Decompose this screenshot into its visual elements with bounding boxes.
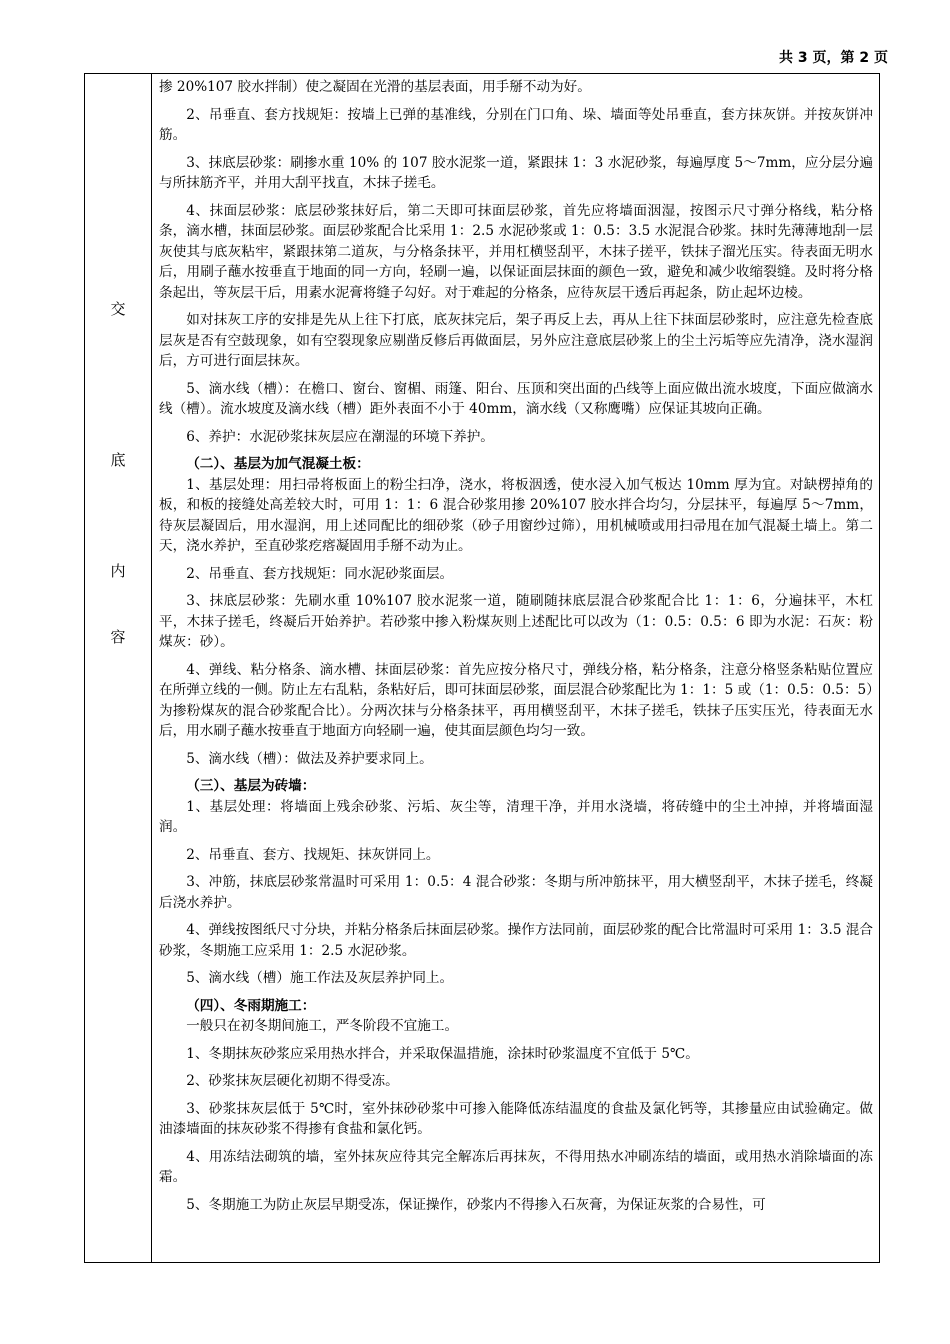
body-paragraph: 4、抹面层砂浆：底层砂浆抹好后，第二天即可抹面层砂浆，首先应将墙面洇湿，按图示尺寸弹分格线，粘分格条，滴水槽，抹面层砂浆。面层砂浆配合比采用 1：2.5 水泥砂浆或 1：0.5：3.5 水泥混合砂浆。抹时先薄薄地刮一层灰使其与底灰粘牢，紧跟抹第二道灰，与分格条抹平，并用杠横竖刮平，木抹子搓平，铁抹子溜光压实。待表面无明水后，用刷子蘸水按垂直于地面的同一方向，轻刷一遍，以保证面层抹面的颜色一致，避免和减少收缩裂缝。及时将分格条起出，等灰层干后，用素水泥膏将缝子勾好。对于难起的分格条，应待灰层干透后再起条，防止起坏边棱。 [159, 202, 873, 301]
body-paragraph: 一般只在初冬期间施工，严冬阶段不宜施工。 [186, 1018, 459, 1034]
body-paragraph: 3、抹底层砂浆：先刷水重 10%107 胶水泥浆一道，随刷随抹底层混合砂浆配合比 1：1：6，分遍抹平，木杠平，木抹子搓毛，终凝后开始养护。若砂浆中掺入粉煤灰则上述配比可以改为（1：0.5：0.5：6 即为水泥：石灰：粉煤灰：砂）。 [159, 593, 873, 650]
body-paragraph: 5、冬期施工为防止灰层早期受冻，保证操作，砂浆内不得掺入石灰膏，为保证灰浆的合易性，可 [186, 1196, 766, 1213]
body-paragraph: 2、吊垂直、套方找规矩：同水泥砂浆面层。 [186, 565, 454, 582]
body-paragraph: 5、滴水线（槽）：在檐口、窗台、窗楣、雨篷、阳台、压顶和突出面的凸线等上面应做出流水坡度，下面应做滴水线（槽）。流水坡度及滴水线（槽）距外表面不小于 40mm，滴水线（又称鹰嘴）应保证其坡向正确。 [159, 380, 873, 417]
side-label-char: 交 [110, 300, 126, 318]
body-paragraph: 4、弹线、粘分格条、滴水槽、抹面层砂浆：首先应按分格尺寸，弹线分格，粘分格条，注意分格竖条粘贴位置应在所弹立线的一侧。防止左右乱粘，条粘好后，即可抹面层砂浆，面层混合砂浆配比为 1：1：5 或（1：0.5：0.5：5）为掺粉煤灰的混合砂浆配合比）。分两次抹与分格条抹平，再用横竖刮平，木抹子搓毛，铁抹子压实压光，待表面无水后，用水刷子蘸水按垂直于地面方向轻刷一遍，使其面层颜色均匀一致。 [159, 661, 873, 739]
side-label-char: 底 [110, 451, 126, 469]
body-paragraph: 5、滴水线（槽）：做法及养护要求同上。 [186, 750, 433, 767]
section-heading: （四）、冬雨期施工： [186, 997, 316, 1014]
body-paragraph: 2、砂浆抹灰层硬化初期不得受冻。 [186, 1073, 399, 1089]
body-paragraph: 掺 20%107 胶水拌制）使之凝固在光滑的基层表面，用手掰不动为好。 [159, 79, 591, 95]
side-label-char: 容 [110, 628, 126, 646]
body-paragraph: 3、砂浆抹灰层低于 5℃时，室外抹砂砂浆中可掺入能降低冻结温度的食盐及氯化钙等，其掺量应由试验确定。做油漆墙面的抹灰砂浆不得掺有食盐和氯化钙。 [159, 1100, 873, 1137]
side-label-char: 内 [110, 562, 126, 580]
body-paragraph: 1、基层处理：将墙面上残余砂浆、污垢、灰尘等，清理干净，并用水浇墙，将砖缝中的尘土冲掉，并将墙面湿润。 [159, 798, 873, 835]
body-paragraph: 2、吊垂直、套方、找规矩、抹灰饼同上。 [186, 846, 440, 863]
body-paragraph: 6、养护：水泥砂浆抹灰层应在潮湿的环境下养护。 [186, 428, 494, 445]
page-number-info: 共 3 页，第 2 页 [779, 50, 888, 66]
body-paragraph: 4、弹线按图纸尺寸分块，并粘分格条后抹面层砂浆。操作方法同前，面层砂浆的配合比常温时可采用 1：3.5 混合砂浆，冬期施工应采用 1：2.5 水泥砂浆。 [159, 922, 873, 959]
body-paragraph: 3、抹底层砂浆：刷掺水重 10% 的 107 胶水泥浆一道，紧跟抹 1：3 水泥砂浆，每遍厚度 5～7mm，应分层分遍与所抹筋齐平，并用大刮平找直，木抹子搓毛。 [159, 154, 873, 191]
body-paragraph: 4、用冻结法砌筑的墙，室外抹灰应待其完全解冻后再抹灰，不得用热水冲刷冻结的墙面，或用热水消除墙面的冻霜。 [159, 1148, 873, 1185]
body-paragraph: 2、吊垂直、套方找规矩：按墙上已弹的基准线，分别在门口角、垛、墙面等处吊垂直，套方抹灰饼。并按灰饼冲筋。 [159, 106, 873, 143]
side-label-column [85, 74, 152, 1262]
content-body [151, 74, 879, 1262]
section-heading: （二）、基层为加气混凝土板： [186, 456, 370, 472]
body-paragraph: 1、冬期抹灰砂浆应采用热水拌合，并采取保温措施，涂抹时砂浆温度不宜低于 5℃。 [186, 1045, 699, 1062]
body-paragraph: 1、基层处理：用扫帚将板面上的粉尘扫净，浇水，将板洇透，使水浸入加气板达 10mm 厚为宜。对缺楞掉角的板，和板的接缝处高差较大时，可用 1：1：6 混合砂浆用掺 20%107 胶水拌合均匀，分层抹平，每遍厚 5～7mm，待灰层凝固后，用水湿润，用上述同配比的细砂浆（砂子用窗纱过筛），用机械喷或用扫帚甩在加气混凝土墙上。第二天，浇水养护，至直砂浆疙瘩凝固用手掰不动为止。 [159, 476, 873, 554]
section-heading: （三）、基层为砖墙： [186, 778, 316, 794]
body-paragraph: 3、冲筋，抹底层砂浆常温时可采用 1：0.5：4 混合砂浆：冬期与所冲筋抹平，用大横竖刮平，木抹子搓毛，终凝后浇水养护。 [159, 874, 873, 911]
document-table [84, 73, 880, 1263]
body-paragraph: 如对抹灰工序的安排是先从上往下打底，底灰抹完后，架子再反上去，再从上往下抹面层砂浆时，应注意先检查底层灰是否有空鼓现象，如有空裂现象应剔凿反修后再做面层，另外应注意底层砂浆上的尘土污垢等应先清净，浇水湿润后，方可进行面层抹灰。 [159, 312, 873, 369]
body-paragraph: 5、滴水线（槽）施工作法及灰层养护同上。 [186, 970, 454, 986]
